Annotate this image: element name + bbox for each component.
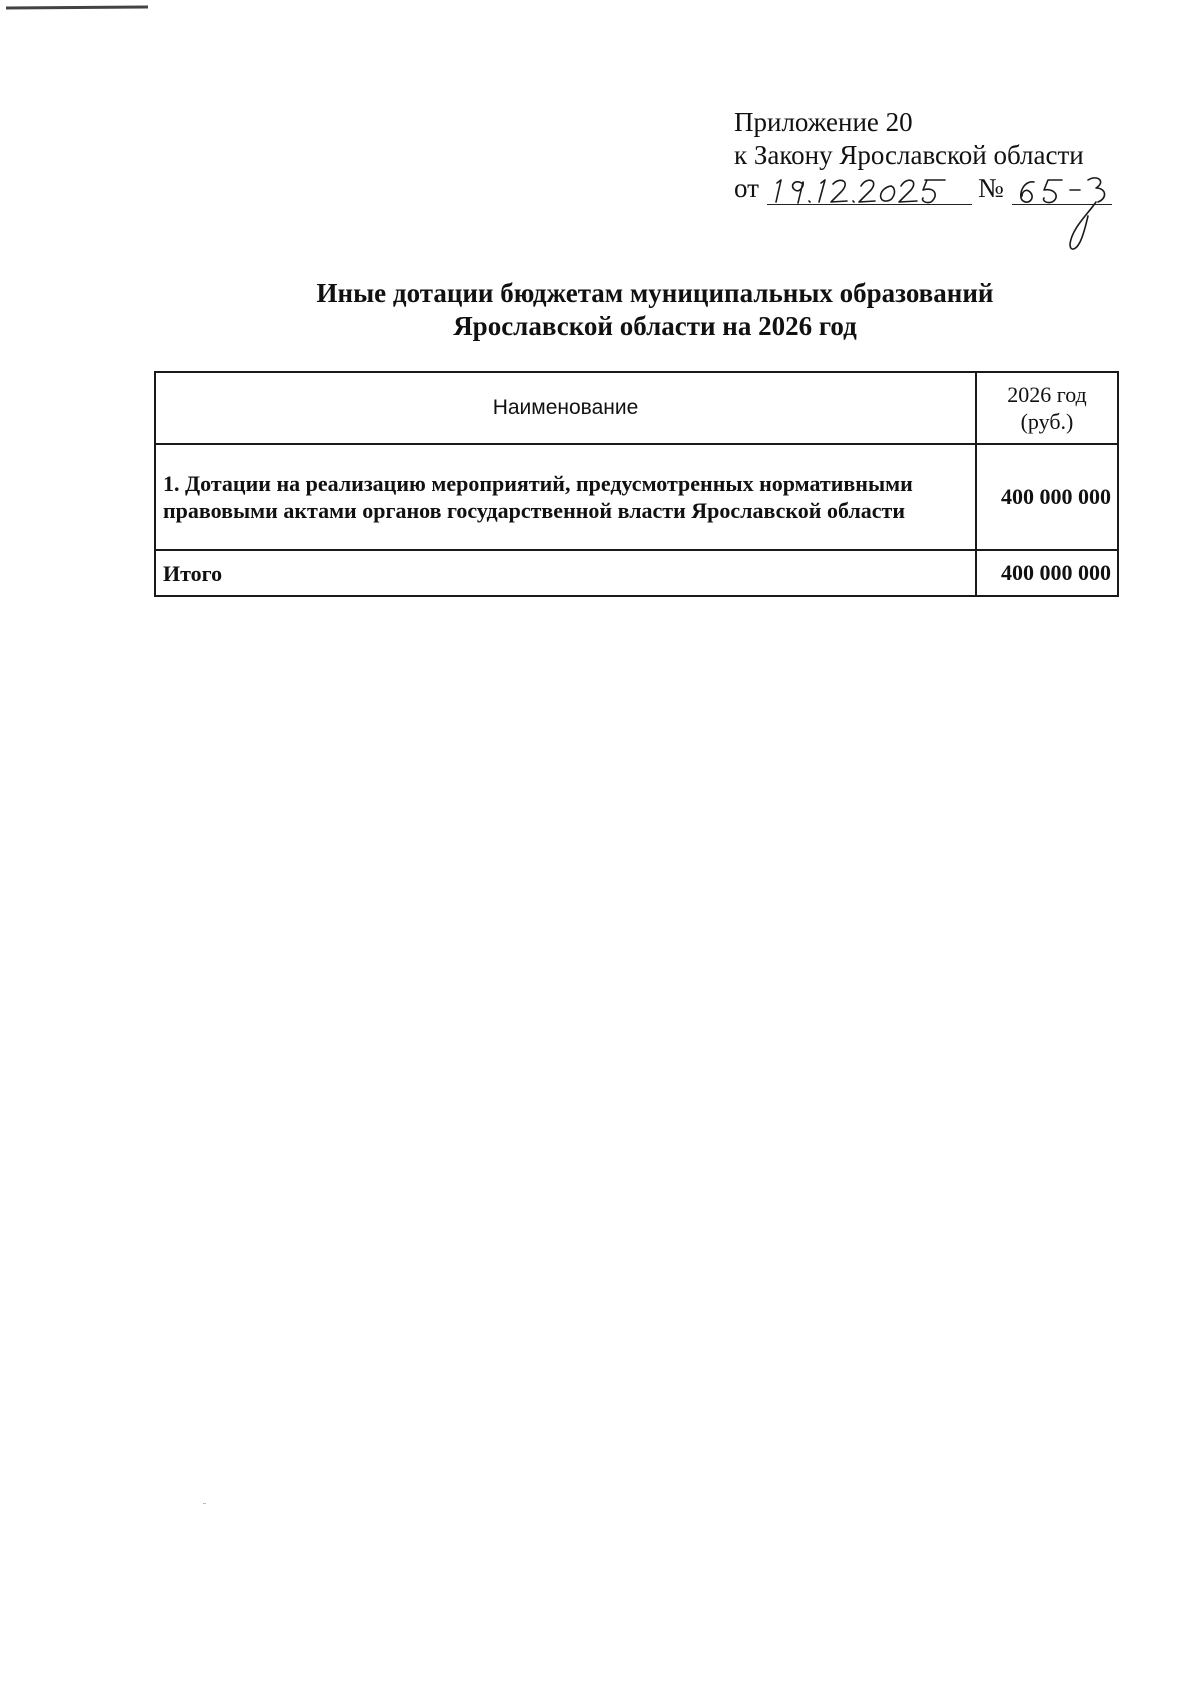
column-header-year-line-1: 2026 год: [1007, 382, 1087, 407]
handwritten-date: [767, 174, 972, 205]
handwritten-number-drawing: [1012, 168, 1122, 258]
total-amount: 400 000 000: [976, 550, 1118, 596]
annex-title: Приложение 20: [734, 107, 913, 137]
scan-edge-mark: [6, 6, 148, 10]
row-name: 1. Дотации на реализацию мероприятий, предусмотренных нормативными правовыми актами органов государственной власти Ярославской области: [155, 444, 976, 550]
annex-header: [734, 106, 1112, 205]
table-row: [155, 444, 1118, 550]
column-header-year-line-2: (руб.): [1020, 409, 1074, 434]
handwritten-number: [1012, 174, 1112, 205]
number-prefix: №: [977, 173, 1004, 203]
subsidies-table: [154, 371, 1119, 597]
document-title-line-1: Иные дотации бюджетам муниципальных образований: [316, 278, 994, 308]
table-total-row: [155, 550, 1118, 596]
table-header-row: [155, 372, 1118, 444]
annex-law-reference: к Закону Ярославской области: [734, 140, 1084, 170]
handwritten-date-drawing: [767, 168, 972, 208]
column-header-year: [976, 372, 1118, 444]
scan-speck: [203, 1503, 206, 1504]
date-prefix: от: [734, 173, 759, 203]
document-title-line-2: Ярославской области на 2026 год: [453, 311, 857, 341]
row-amount: 400 000 000: [976, 444, 1118, 550]
document-title: [0, 277, 1200, 343]
column-header-name: Наименование: [155, 372, 976, 444]
total-label: Итого: [155, 550, 976, 596]
annex-date-number-line: [734, 172, 1112, 205]
